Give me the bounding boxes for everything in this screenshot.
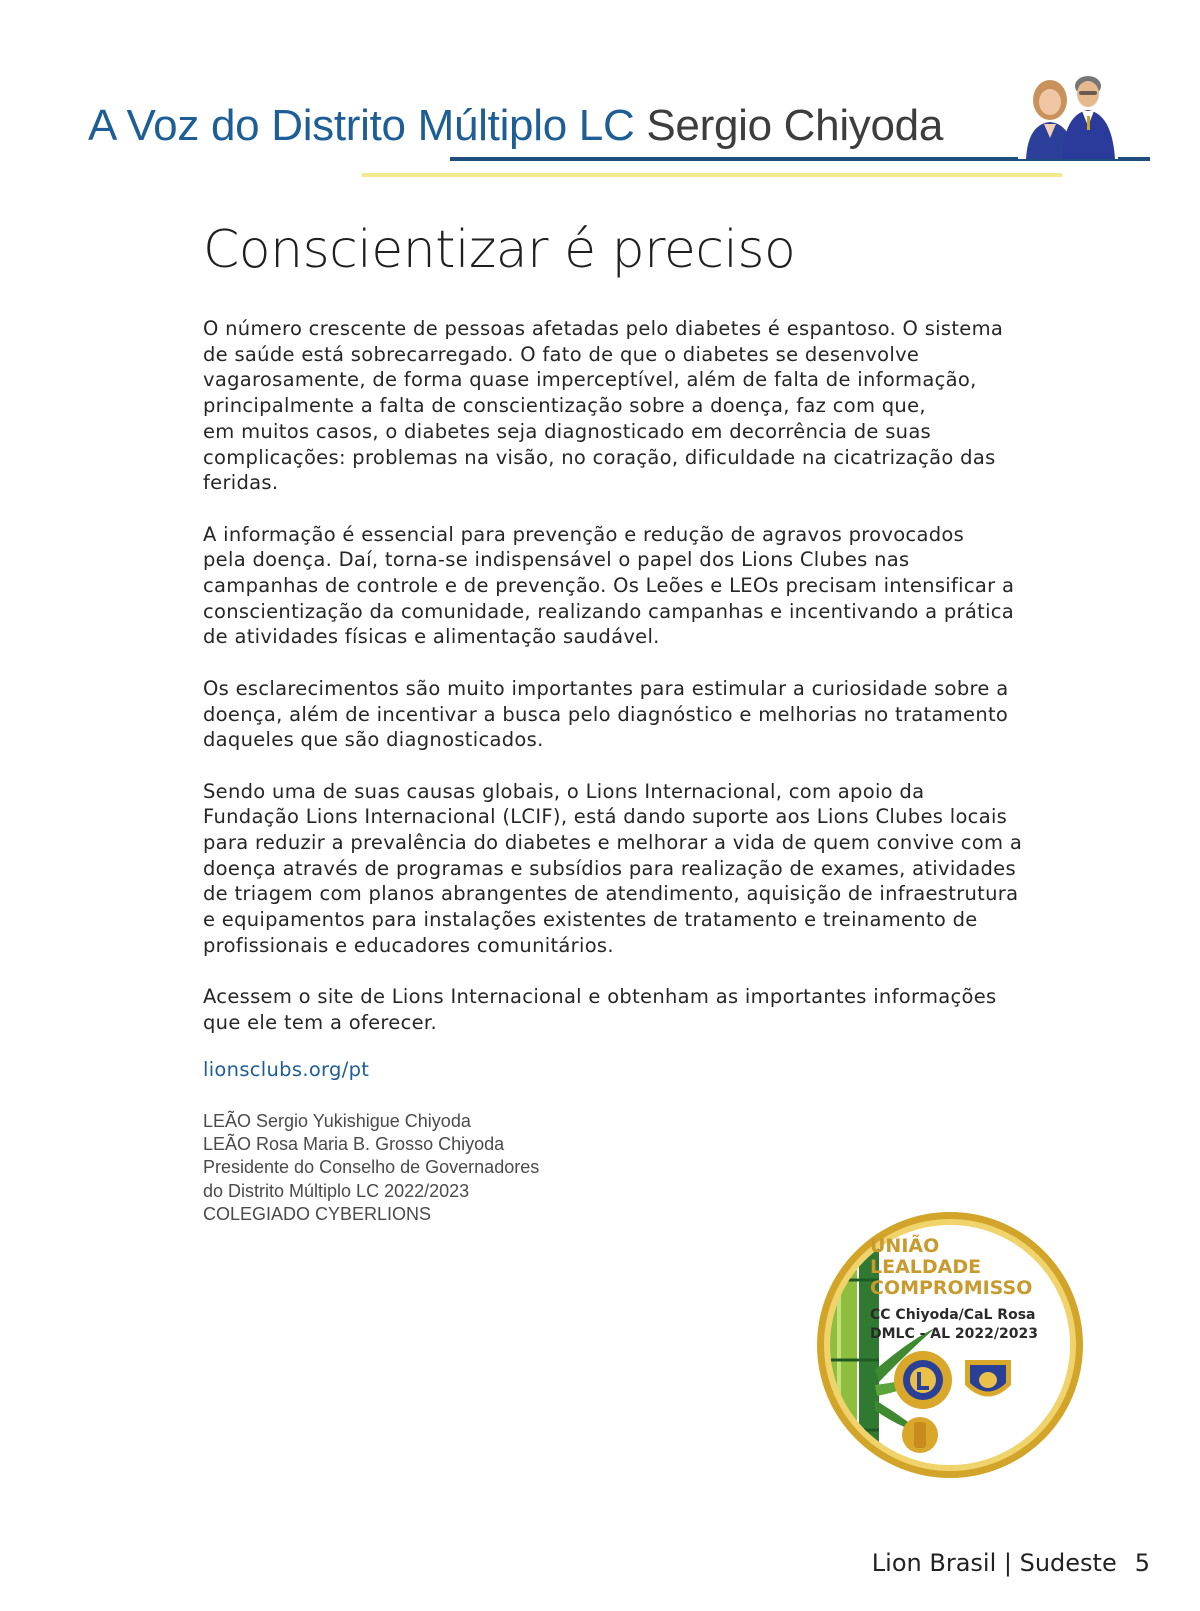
publication-name: Lion Brasil | Sudeste <box>871 1549 1117 1577</box>
page-footer <box>872 1548 1150 1578</box>
paragraph-2 <box>203 522 1063 651</box>
signature-block <box>203 1110 539 1226</box>
leo-emblem-icon <box>902 1417 938 1453</box>
uniao-lealdade-compromisso-badge <box>815 1210 1085 1480</box>
badge-text-compromisso: COMPROMISSO <box>870 1277 1033 1299</box>
text-line: de saúde está sobrecarregado. O fato de que o diabetes se desenvolve <box>203 342 920 366</box>
badge-text-dmlc: DMLC - AL 2022/2023 <box>870 1326 1038 1342</box>
paragraph-3 <box>203 676 1063 753</box>
page-number: 5 <box>1134 1549 1150 1577</box>
text-line: campanhas de controle e de prevenção. Os Leões e LEOs precisam intensificar a <box>203 574 1015 598</box>
header-yellow-rule <box>362 173 1062 177</box>
text-line: doença através de programas e subsídios para realização de exames, atividades <box>203 856 1016 880</box>
article-title: Conscientizar é preciso <box>203 220 796 280</box>
text-line: A informação é essencial para prevenção e redução de agravos provocados <box>203 522 965 546</box>
lionsclubs-link[interactable]: lionsclubs.org/pt <box>203 1058 370 1081</box>
article-body <box>203 316 1063 1061</box>
text-line: pela doença. Daí, torna-se indispensável o papel dos Lions Clubes nas <box>203 548 910 572</box>
text-line: de atividades físicas e alimentação saudável. <box>203 625 660 649</box>
text-line: conscientização da comunidade, realizando campanhas e incentivando a prática <box>203 599 1015 623</box>
text-line: e equipamentos para instalações existentes de tratamento e treinamento de <box>203 908 978 932</box>
badge-text-cc: CC Chiyoda/CaL Rosa <box>870 1307 1036 1323</box>
text-line: O número crescente de pessoas afetadas pelo diabetes é espantoso. O sistema <box>203 317 1004 340</box>
paragraph-1 <box>203 316 1063 496</box>
text-line: Acessem o site de Lions Internacional e obtenham as importantes informações <box>203 985 997 1009</box>
signature-line: COLEGIADO CYBERLIONS <box>203 1203 432 1224</box>
header-title-author: Sergio Chiyoda <box>646 101 944 150</box>
signature-line: Presidente do Conselho de Governadores <box>203 1157 540 1178</box>
text-line: daqueles que são diagnosticados. <box>203 728 544 752</box>
text-line: principalmente a falta de conscientização sobre a doença, faz com que, <box>203 394 926 418</box>
text-line: feridas. <box>203 471 279 495</box>
text-line: de triagem com planos abrangentes de atendimento, aquisição de infraestrutura <box>203 882 1019 906</box>
text-line: Sendo uma de suas causas globais, o Lions Internacional, com apoio da <box>203 779 925 803</box>
paragraph-4 <box>203 779 1063 959</box>
text-line: complicações: problemas na visão, no coração, dificuldade na cicatrização das <box>203 445 996 469</box>
text-line: em muitos casos, o diabetes seja diagnosticado em decorrência de suas <box>203 419 932 443</box>
text-line: que ele tem a oferecer. <box>203 1010 437 1034</box>
text-line: vagarosamente, de forma quase imperceptível, além de falta de informação, <box>203 368 977 392</box>
lions-emblem-icon <box>894 1351 952 1409</box>
badge-text-uniao: UNIÃO <box>870 1235 940 1257</box>
text-line: Fundação Lions Internacional (LCIF), está dando suporte aos Lions Clubes locais <box>203 805 1008 829</box>
signature-line: do Distrito Múltiplo LC 2022/2023 <box>203 1180 470 1201</box>
text-line: para reduzir a prevalência do diabetes e melhorar a vida de quem convive com a <box>203 831 1023 855</box>
badge-text-lealdade: LEALDADE <box>870 1256 982 1278</box>
signature-line: LEÃO Rosa Maria B. Grosso Chiyoda <box>203 1134 505 1155</box>
header-title-blue: A Voz do Distrito Múltiplo LC <box>88 101 635 150</box>
page-header-title <box>88 100 943 152</box>
text-line: doença, além de incentivar a busca pelo diagnóstico e melhorias no tratamento <box>203 702 1009 726</box>
text-line: profissionais e educadores comunitários. <box>203 933 614 957</box>
signature-line: LEÃO Sergio Yukishigue Chiyoda <box>203 1111 471 1131</box>
text-line: Os esclarecimentos são muito importantes para estimular a curiosidade sobre a <box>203 676 1009 700</box>
paragraph-5 <box>203 984 1063 1035</box>
author-photo <box>1018 64 1118 159</box>
